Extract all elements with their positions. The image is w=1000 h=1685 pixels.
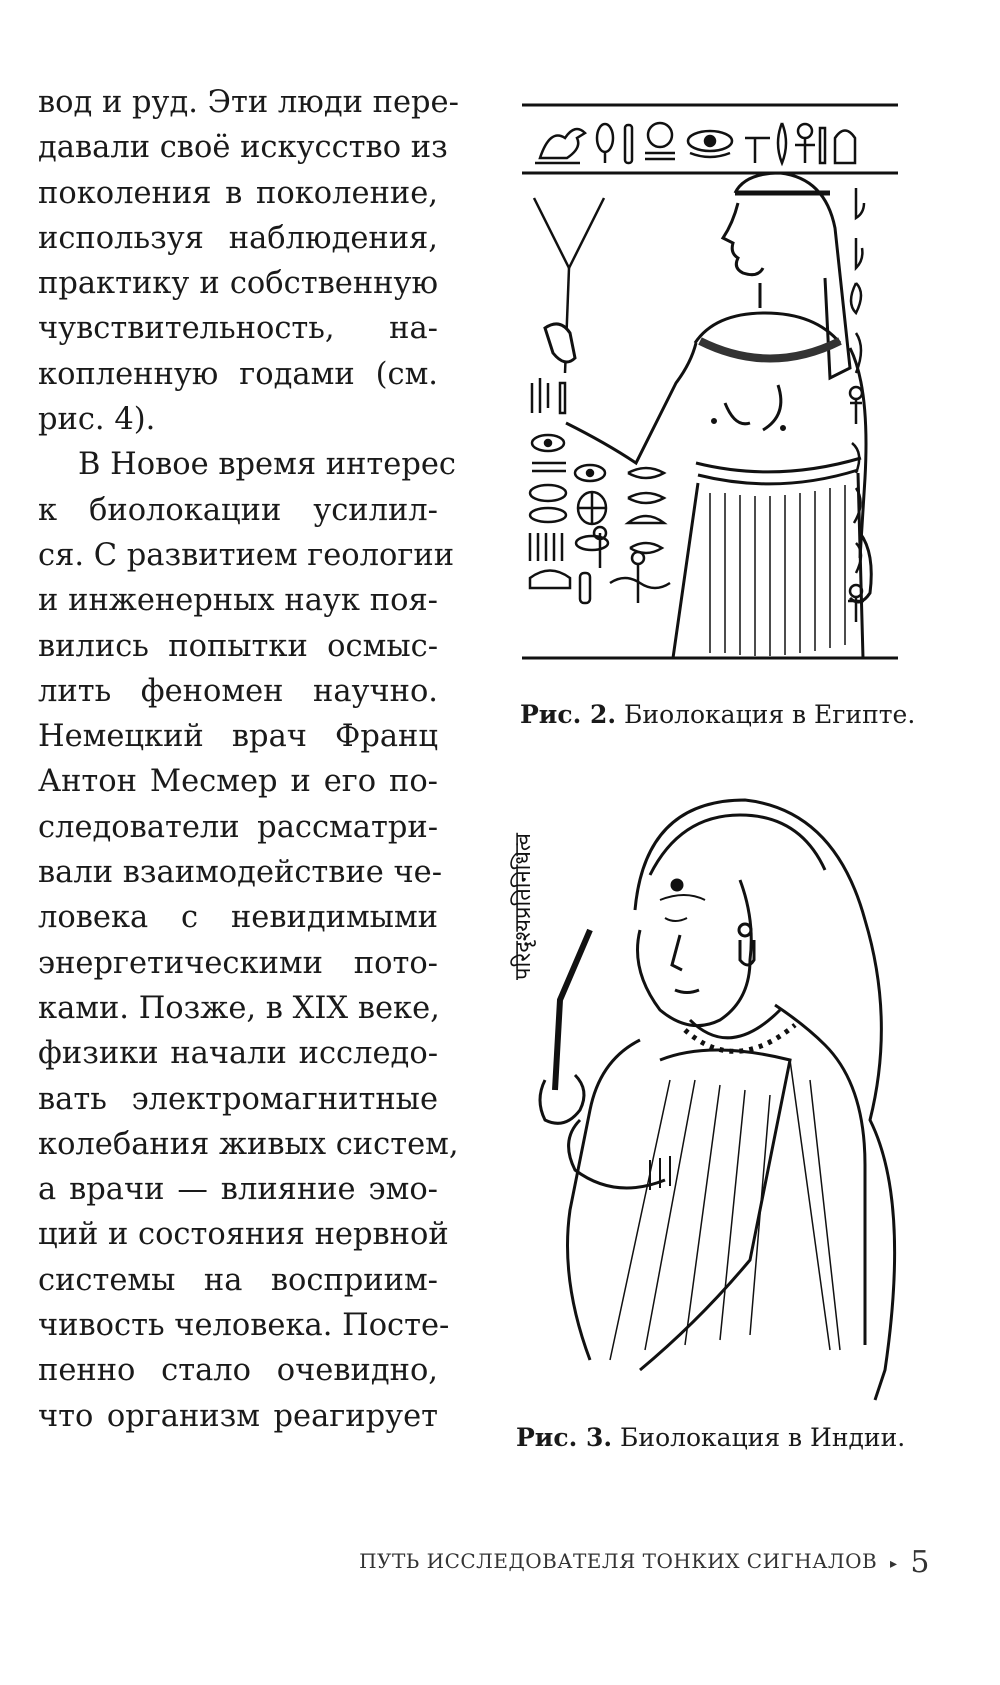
- text-line: физики начали исследо-: [38, 1036, 438, 1072]
- text-line: что организм реагирует: [38, 1398, 438, 1434]
- page-footer: [359, 1545, 930, 1580]
- text-line: вились попытки осмыс-: [38, 628, 438, 664]
- text-line: ций и состояния нервной: [38, 1217, 449, 1253]
- text-line: копленную годами (см.: [38, 356, 438, 392]
- text-line: пенно стало очевидно,: [38, 1353, 438, 1389]
- text-line: чувствительность, на-: [38, 311, 438, 347]
- text-line: вод и руд. Эти люди пере-: [38, 85, 459, 120]
- india-illustration: [511, 780, 900, 1400]
- text-line: чивость человека. Посте-: [38, 1308, 450, 1344]
- figure-2-text: Биолокация в Египте.: [624, 700, 916, 729]
- figure-egypt: [520, 103, 900, 663]
- running-title: ПУТЬ ИССЛЕДОВАТЕЛЯ ТОНКИХ СИГНАЛОВ: [359, 1549, 878, 1573]
- text-line: вать электромагнитные: [38, 1081, 438, 1117]
- text-line: колебания живых систем,: [38, 1126, 459, 1162]
- body-text-column: [38, 80, 459, 1439]
- page-number: 5: [910, 1545, 930, 1580]
- text-line: ловека с невидимыми: [38, 900, 438, 936]
- text-line: практику и собственную: [38, 266, 438, 302]
- figure-2-label: Рис. 2.: [520, 700, 617, 729]
- text-line: В Новое время интерес: [78, 447, 456, 483]
- text-line: используя наблюдения,: [38, 220, 438, 256]
- text-line: ками. Позже, в XIX веке,: [38, 990, 440, 1026]
- text-line: рис. 4).: [38, 402, 156, 438]
- text-line: давали своё искусство из: [38, 130, 448, 166]
- figure-india: [511, 780, 900, 1400]
- text-line: поколения в поколение,: [38, 175, 438, 211]
- text-line: энергетическими пото-: [38, 945, 438, 981]
- figure-3-text: Биолокация в Индии.: [620, 1423, 906, 1452]
- text-line: системы на восприим-: [38, 1262, 438, 1298]
- text-line: следователи рассматри-: [38, 809, 438, 845]
- text-line: ся. С развитием геологии: [38, 537, 455, 573]
- figure-2-caption: [520, 700, 915, 729]
- text-line: к биолокации усилил-: [38, 492, 438, 528]
- text-line: вали взаимодействие че-: [38, 855, 443, 891]
- figure-3-caption: [516, 1423, 905, 1452]
- bullet-arrow-icon: ▸: [890, 1556, 898, 1572]
- text-line: и инженерных наук поя-: [38, 583, 438, 619]
- egypt-illustration: [520, 103, 900, 663]
- devanagari-vertical-text: परिदृश्यप्रतिनिधित्व: [511, 833, 536, 980]
- text-line: лить феномен научно.: [38, 673, 438, 709]
- text-line: а врачи — влияние эмо-: [38, 1172, 438, 1208]
- text-line: Немецкий врач Франц: [38, 719, 438, 755]
- text-line: Антон Месмер и его по-: [38, 764, 438, 800]
- figure-3-label: Рис. 3.: [516, 1423, 613, 1452]
